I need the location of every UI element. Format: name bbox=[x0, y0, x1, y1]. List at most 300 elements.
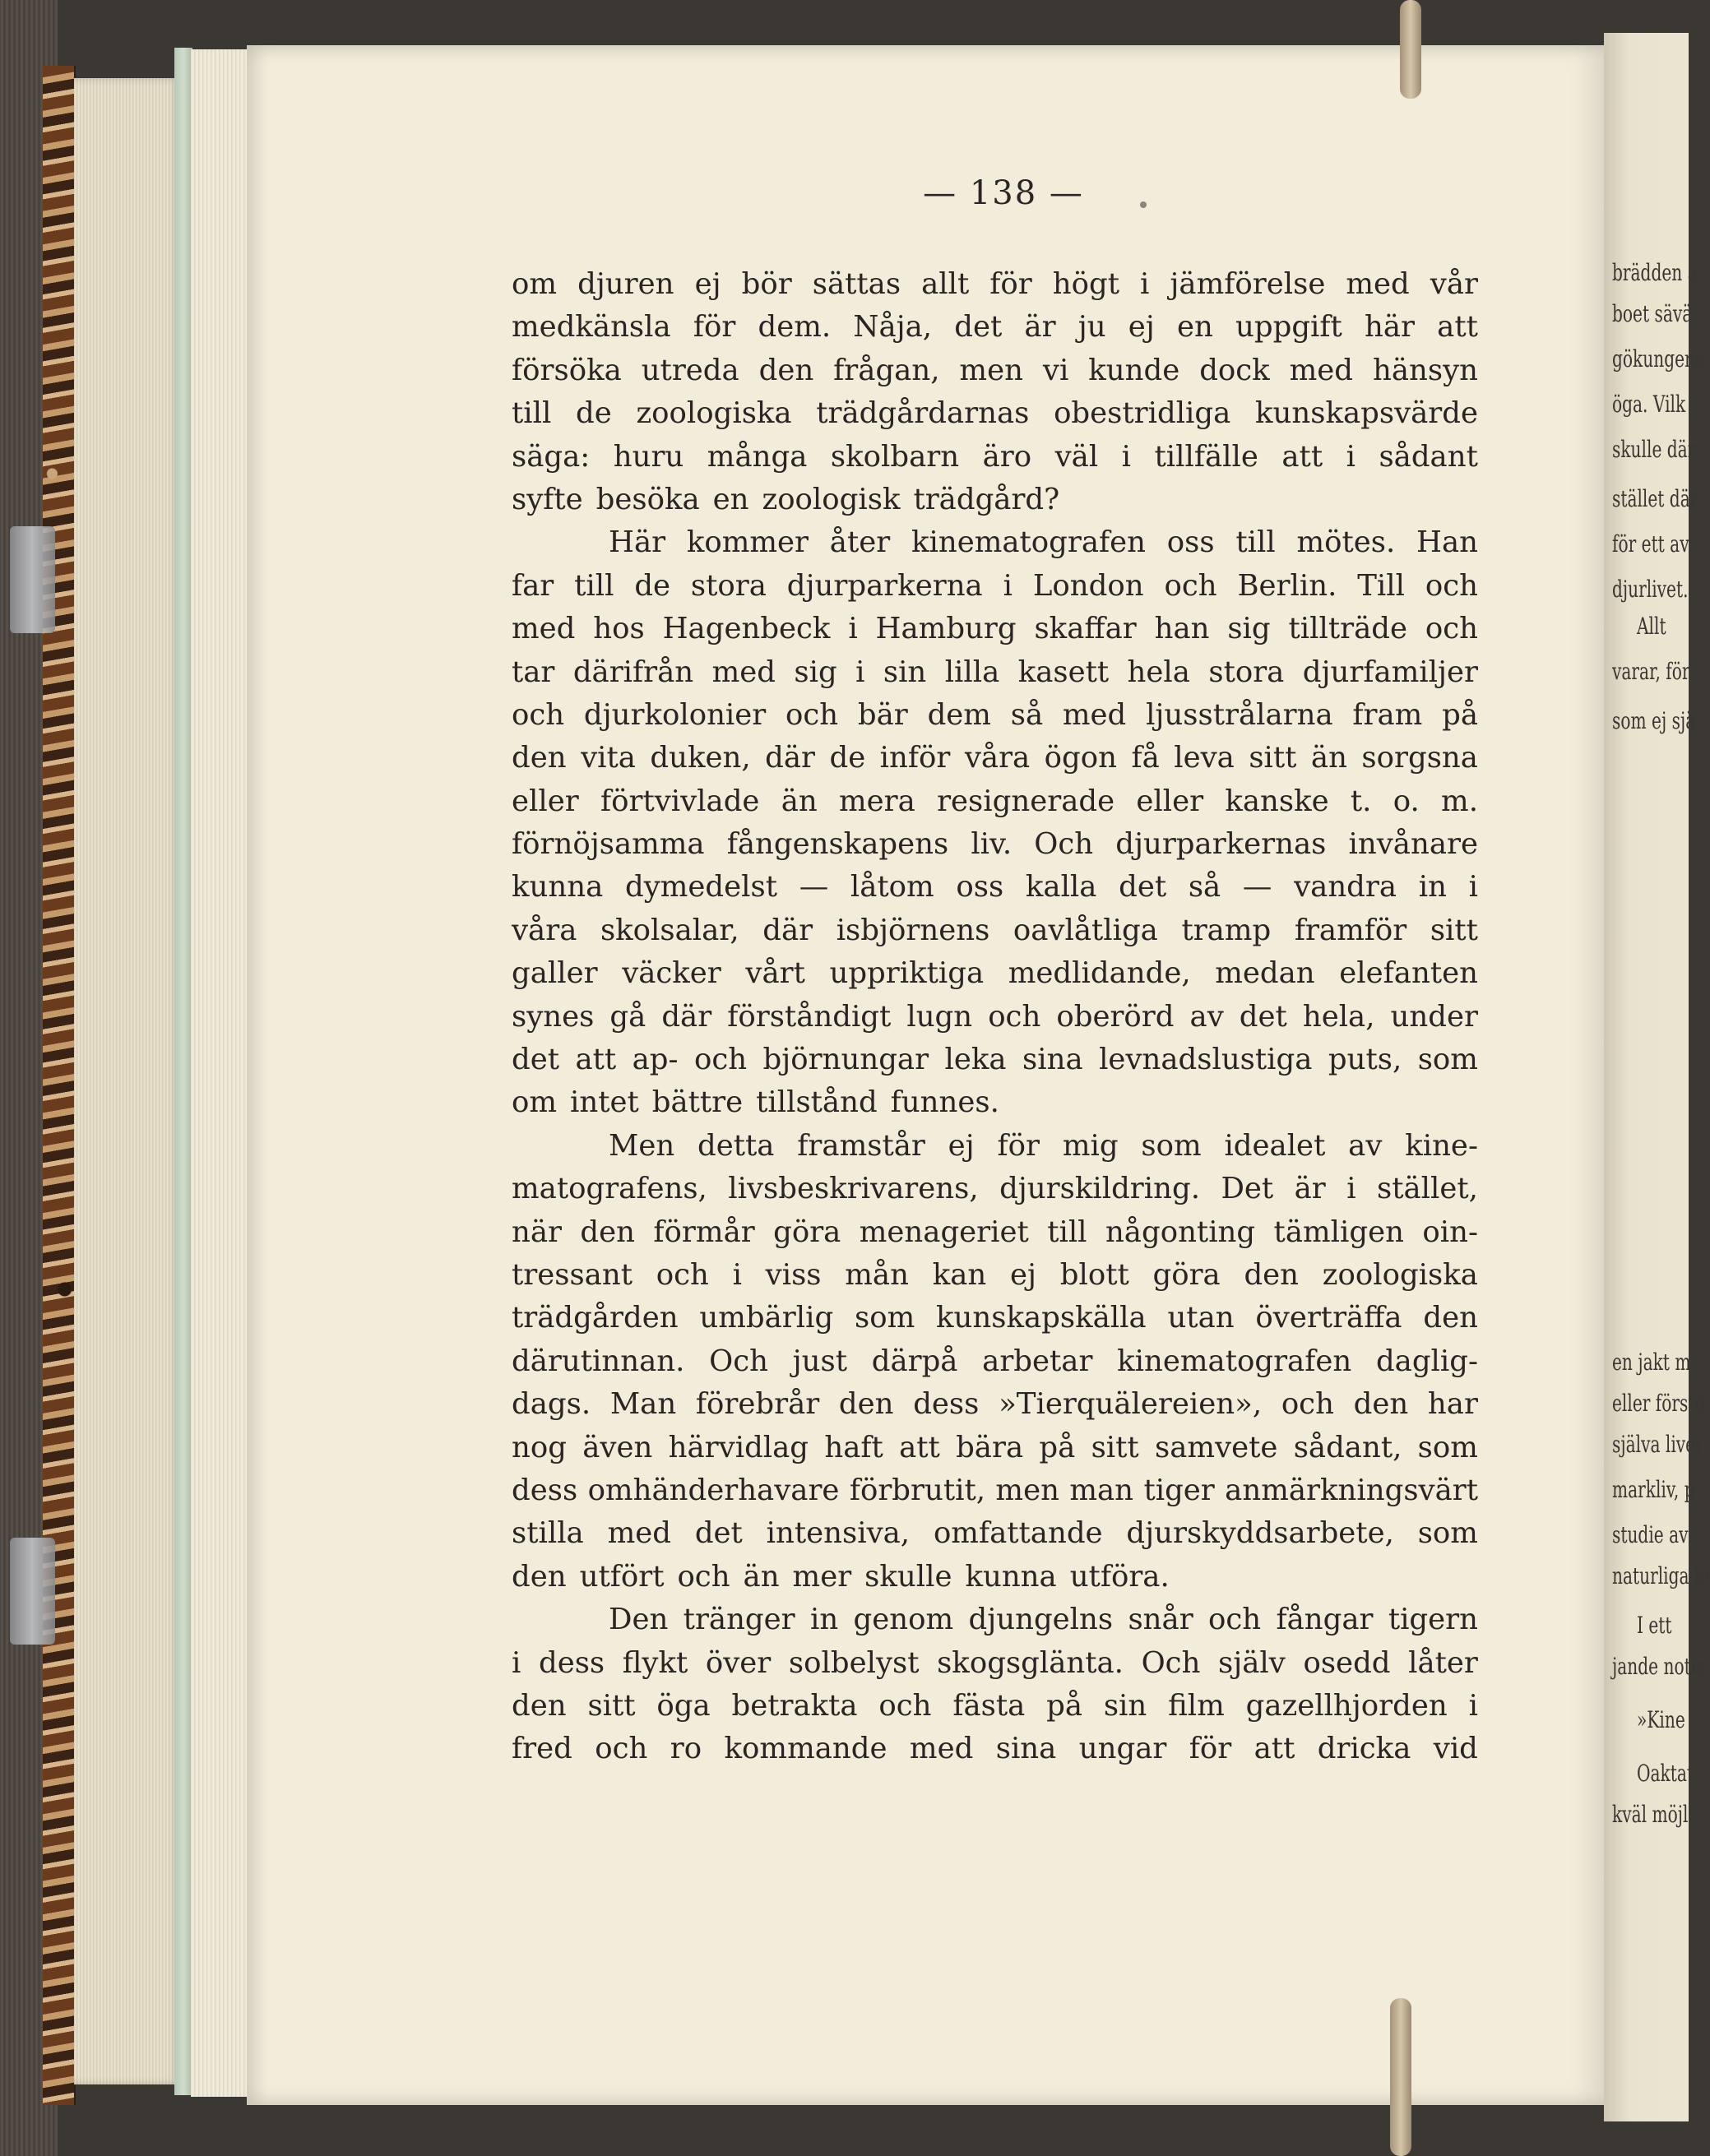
word: och bbox=[1164, 568, 1217, 603]
word: trädgårdarnas bbox=[816, 396, 1030, 431]
word: i bbox=[1121, 439, 1132, 474]
word: medan bbox=[1215, 956, 1315, 991]
word: in bbox=[1418, 870, 1447, 905]
word: än bbox=[1310, 741, 1347, 775]
word: dem. bbox=[758, 310, 832, 345]
text-line bbox=[512, 565, 1478, 608]
word: det bbox=[1119, 870, 1167, 905]
word: Den bbox=[609, 1603, 669, 1637]
word: synes bbox=[512, 999, 595, 1034]
word: tränger bbox=[683, 1603, 795, 1637]
word: snår bbox=[1128, 1603, 1193, 1637]
word: Han bbox=[1416, 525, 1478, 560]
word: funnes. bbox=[890, 1085, 999, 1120]
word: syfte bbox=[512, 482, 583, 516]
word: dess bbox=[913, 1387, 980, 1422]
word: Men bbox=[609, 1128, 675, 1163]
word: hos bbox=[593, 612, 645, 646]
word: öga bbox=[656, 1688, 711, 1723]
word: — bbox=[1242, 870, 1272, 905]
facing-page-fragment: studie av bbox=[1612, 1521, 1689, 1548]
facing-page-fragment: kväl möjli bbox=[1612, 1801, 1694, 1828]
text-line bbox=[512, 608, 1478, 650]
clip-tab-upper bbox=[10, 526, 55, 633]
word: ej bbox=[694, 267, 721, 301]
text-line bbox=[512, 1039, 1478, 1081]
text-line bbox=[512, 1297, 1478, 1339]
word: men bbox=[959, 353, 1023, 387]
word: kalla bbox=[1025, 870, 1097, 905]
word: uppgift bbox=[1235, 310, 1342, 345]
word: medkänsla bbox=[512, 310, 671, 345]
word: förbrutit, bbox=[849, 1473, 986, 1507]
word: den bbox=[580, 1214, 636, 1249]
word: kunna bbox=[512, 870, 604, 905]
word: trädgården bbox=[512, 1301, 679, 1335]
word: Till bbox=[1357, 568, 1405, 603]
word: göra bbox=[1152, 1257, 1221, 1292]
facing-page bbox=[1604, 33, 1710, 2121]
word: göra bbox=[773, 1214, 841, 1249]
word: med bbox=[512, 612, 576, 646]
word: och bbox=[878, 1688, 932, 1723]
word: skolbarn bbox=[830, 439, 960, 474]
word: för bbox=[693, 310, 736, 345]
word: daglig- bbox=[1375, 1344, 1478, 1378]
word: »Tierquälereien», bbox=[999, 1387, 1263, 1422]
word: gazellhjorden bbox=[1245, 1688, 1448, 1723]
text-line bbox=[512, 952, 1478, 995]
word: kunskapsvärde bbox=[1255, 396, 1478, 431]
word: förebrår bbox=[695, 1387, 820, 1422]
word: ögon bbox=[1044, 741, 1118, 775]
word: sin bbox=[883, 655, 927, 689]
word: obestridliga bbox=[1054, 396, 1231, 431]
word: som bbox=[1141, 1128, 1202, 1163]
word: få bbox=[1131, 741, 1160, 775]
word: djurkolonier bbox=[583, 697, 767, 732]
facing-page-fragment: gökungens bbox=[1612, 345, 1704, 372]
word: låtom bbox=[850, 870, 934, 905]
word: sina bbox=[995, 1732, 1057, 1766]
bookmark-ribbon-top bbox=[1400, 0, 1421, 99]
word: blott bbox=[1059, 1257, 1129, 1292]
word: sådant, bbox=[1293, 1430, 1402, 1464]
word: ljusstrålarna bbox=[1146, 697, 1333, 732]
word: trädgård? bbox=[913, 482, 1060, 516]
word: oavlåtliga bbox=[1013, 913, 1158, 947]
word: sin bbox=[1103, 1688, 1147, 1723]
text-line bbox=[512, 1125, 1478, 1168]
word: den bbox=[512, 1688, 567, 1723]
word: intet bbox=[570, 1085, 639, 1120]
word: därpå bbox=[871, 1344, 958, 1378]
text-line bbox=[512, 1211, 1478, 1254]
word: t. bbox=[1350, 784, 1372, 818]
text-line bbox=[512, 1168, 1478, 1210]
text-line bbox=[512, 1469, 1478, 1512]
word: tämligen bbox=[1273, 1214, 1404, 1249]
text-line bbox=[512, 1512, 1478, 1555]
word: djurparkernas bbox=[1115, 827, 1327, 862]
text-line bbox=[512, 521, 1478, 564]
word: i bbox=[848, 612, 858, 646]
word: att bbox=[899, 1430, 940, 1464]
word: med bbox=[711, 655, 776, 689]
word: över bbox=[705, 1645, 772, 1680]
word: anmärkningsvärt bbox=[1225, 1473, 1478, 1507]
text-line bbox=[512, 392, 1478, 435]
word: tressant bbox=[512, 1257, 633, 1292]
word: detta bbox=[697, 1128, 775, 1163]
word: de bbox=[829, 741, 866, 775]
word: av bbox=[1348, 1128, 1383, 1163]
word: uppriktiga bbox=[829, 956, 985, 991]
text-line bbox=[512, 866, 1478, 909]
facing-page-fragment: »Kine bbox=[1637, 1706, 1685, 1733]
word: för bbox=[989, 267, 1032, 301]
facing-page-fragment: själva livet bbox=[1612, 1431, 1703, 1458]
word: till bbox=[512, 396, 552, 431]
facing-page-fragment: markliv, p bbox=[1612, 1476, 1695, 1503]
word: förnöjsamma bbox=[512, 827, 705, 862]
text-line bbox=[512, 306, 1478, 349]
word: därutinnan. bbox=[512, 1344, 685, 1378]
word: i bbox=[1468, 870, 1478, 905]
word: i bbox=[1003, 568, 1013, 603]
word: zoologiska bbox=[636, 396, 792, 431]
word: solbelyst bbox=[788, 1645, 920, 1680]
word: där bbox=[762, 913, 813, 947]
word: med bbox=[1062, 697, 1127, 732]
word: kunde bbox=[1088, 353, 1180, 387]
word: som bbox=[1417, 1516, 1478, 1551]
word: utan bbox=[1167, 1301, 1235, 1335]
word: härvidlag bbox=[668, 1430, 809, 1464]
word: Och bbox=[1034, 827, 1094, 862]
word: allt bbox=[921, 267, 970, 301]
word: flykt bbox=[622, 1645, 688, 1680]
word: men bbox=[995, 1473, 1059, 1507]
word: zoologiska bbox=[1322, 1257, 1478, 1292]
word: o. bbox=[1393, 784, 1420, 818]
word: i bbox=[1346, 1172, 1356, 1206]
word: förmår bbox=[653, 1214, 755, 1249]
word: isbjörnens bbox=[836, 913, 990, 947]
word: djurskildring. bbox=[999, 1172, 1200, 1206]
word: fästa bbox=[952, 1688, 1026, 1723]
word: djurskyddsarbete, bbox=[1126, 1516, 1394, 1551]
word: ju bbox=[1077, 310, 1106, 345]
word: menageriet bbox=[859, 1214, 1029, 1249]
word: än bbox=[743, 1559, 780, 1594]
facing-page-fragment: en jakt m bbox=[1612, 1349, 1691, 1376]
word: i bbox=[732, 1257, 742, 1292]
word: och bbox=[595, 1732, 648, 1766]
word: en bbox=[1176, 310, 1213, 345]
word: har bbox=[1427, 1387, 1478, 1422]
word: eller bbox=[512, 784, 579, 818]
word: sina bbox=[1022, 1043, 1083, 1077]
word: Hamburg bbox=[875, 612, 1017, 646]
word: stora bbox=[1208, 655, 1285, 689]
word: mötes. bbox=[1296, 525, 1396, 560]
word: haft bbox=[824, 1430, 883, 1464]
page-block-edge bbox=[74, 78, 181, 2084]
word: i bbox=[1468, 1688, 1478, 1723]
word: vårt bbox=[745, 956, 805, 991]
word: medlidande, bbox=[1008, 956, 1191, 991]
text-line bbox=[512, 651, 1478, 694]
word: dags. bbox=[512, 1387, 591, 1422]
marbled-page-edge bbox=[43, 66, 76, 2105]
body-text bbox=[512, 263, 1478, 1771]
word: att bbox=[1281, 439, 1323, 474]
word: leka bbox=[944, 1043, 1007, 1077]
word: den bbox=[512, 1559, 567, 1594]
word: och bbox=[1425, 568, 1478, 603]
word: Man bbox=[609, 1387, 677, 1422]
word: under bbox=[1390, 999, 1478, 1034]
word: Här bbox=[609, 525, 666, 560]
word: och bbox=[1425, 612, 1478, 646]
text-line bbox=[512, 1081, 1478, 1124]
word: osedd bbox=[1303, 1645, 1391, 1680]
text-line bbox=[512, 1427, 1478, 1469]
word: han bbox=[1154, 612, 1210, 646]
word: den bbox=[1353, 1387, 1409, 1422]
word: att bbox=[575, 1043, 617, 1077]
word: tramp bbox=[1181, 913, 1272, 947]
word: gå bbox=[609, 999, 646, 1034]
word: är bbox=[1294, 1172, 1326, 1206]
word: dess bbox=[512, 1473, 578, 1507]
word: kommande bbox=[724, 1732, 887, 1766]
word: nog bbox=[512, 1430, 567, 1464]
word: som bbox=[1417, 1043, 1478, 1077]
word: framför bbox=[1294, 913, 1407, 947]
word: i bbox=[1140, 267, 1150, 301]
word: om bbox=[512, 267, 558, 301]
word: kan bbox=[932, 1257, 987, 1292]
word: sig bbox=[794, 655, 837, 689]
text-line bbox=[512, 1642, 1478, 1685]
word: till bbox=[1047, 1214, 1087, 1249]
word: oin- bbox=[1422, 1214, 1478, 1249]
word: tillfälle bbox=[1154, 439, 1258, 474]
word: zoologisk bbox=[762, 482, 901, 516]
word: far bbox=[512, 568, 554, 603]
text-line bbox=[512, 1340, 1478, 1383]
word: skulle bbox=[864, 1559, 952, 1594]
word: inför bbox=[879, 741, 951, 775]
facing-page-fragment: djurlivet. bbox=[1612, 576, 1689, 603]
word: Berlin. bbox=[1237, 568, 1337, 603]
ink-speck bbox=[1140, 201, 1147, 208]
word: ej bbox=[1009, 1257, 1037, 1292]
word: fred bbox=[512, 1732, 572, 1766]
word: stora bbox=[690, 568, 767, 603]
word: på bbox=[1442, 697, 1478, 732]
word: tigern bbox=[1388, 1603, 1478, 1637]
text-line bbox=[512, 1685, 1478, 1728]
word: ro bbox=[670, 1732, 702, 1766]
word: som bbox=[854, 1301, 915, 1335]
word: kinematografen bbox=[911, 525, 1147, 560]
word: idealet bbox=[1224, 1128, 1326, 1163]
word: Hagenbeck bbox=[662, 612, 831, 646]
word: dem bbox=[927, 697, 991, 732]
word: våra bbox=[964, 741, 1031, 775]
word: för bbox=[1189, 1732, 1232, 1766]
word: sorgsna bbox=[1361, 741, 1478, 775]
word: invånare bbox=[1348, 827, 1478, 862]
word: för bbox=[997, 1128, 1040, 1163]
word: de bbox=[576, 396, 612, 431]
facing-page-fragment: brädden a bbox=[1612, 259, 1698, 286]
word: många bbox=[707, 439, 808, 474]
word: förståndigt bbox=[727, 999, 892, 1034]
word: ap- bbox=[632, 1043, 679, 1077]
word: äro bbox=[982, 439, 1032, 474]
word: oberörd bbox=[1056, 999, 1175, 1034]
word: våra bbox=[512, 913, 577, 947]
word: arbetar bbox=[982, 1344, 1093, 1378]
word: det bbox=[694, 1516, 743, 1551]
word: med bbox=[1289, 353, 1354, 387]
word: bära bbox=[956, 1430, 1024, 1464]
word: förtvivlade bbox=[600, 784, 760, 818]
word: hänsyn bbox=[1372, 353, 1478, 387]
word: till bbox=[1235, 525, 1276, 560]
word: framstår bbox=[797, 1128, 925, 1163]
word: djungelns bbox=[968, 1603, 1114, 1637]
word: lugn bbox=[906, 999, 973, 1034]
word: intensiva, bbox=[766, 1516, 911, 1551]
word: sitt bbox=[1091, 1430, 1139, 1464]
word: kunna bbox=[965, 1559, 1057, 1594]
word: betrakta bbox=[731, 1688, 858, 1723]
word: utföra. bbox=[1069, 1559, 1170, 1594]
word: mig bbox=[1062, 1128, 1119, 1163]
word: även bbox=[582, 1430, 653, 1464]
word: kanske bbox=[1225, 784, 1329, 818]
text-line bbox=[512, 1556, 1478, 1598]
word: ej bbox=[1128, 310, 1155, 345]
word: med bbox=[1346, 267, 1410, 301]
word: här bbox=[1364, 310, 1415, 345]
word: det bbox=[512, 1043, 559, 1077]
facing-page-fragment: jande notis: bbox=[1612, 1653, 1710, 1680]
word: sig bbox=[1227, 612, 1271, 646]
word: den bbox=[838, 1387, 894, 1422]
text-line bbox=[512, 909, 1478, 952]
word: dock bbox=[1199, 353, 1270, 387]
word: fram bbox=[1352, 697, 1423, 732]
word: elefanten bbox=[1339, 956, 1478, 991]
word: dymedelst bbox=[624, 870, 777, 905]
word: vandra bbox=[1294, 870, 1397, 905]
word: den bbox=[758, 353, 814, 387]
word: Nåja, bbox=[853, 310, 933, 345]
word: Och bbox=[1141, 1645, 1201, 1680]
bookmark-ribbon-bottom bbox=[1390, 1998, 1411, 2156]
word: oss bbox=[956, 870, 1004, 905]
word: m. bbox=[1441, 784, 1478, 818]
word: skaffar bbox=[1034, 612, 1137, 646]
word: och bbox=[656, 1257, 709, 1292]
word: att bbox=[1254, 1732, 1295, 1766]
facing-page-fragment: för ett av bbox=[1612, 530, 1689, 558]
word: bättre bbox=[651, 1085, 744, 1120]
text-line bbox=[512, 263, 1478, 306]
word: sättas bbox=[812, 267, 901, 301]
word: just bbox=[792, 1344, 848, 1378]
word: och bbox=[988, 999, 1041, 1034]
word: där bbox=[661, 999, 712, 1034]
word: puts, bbox=[1328, 1043, 1402, 1077]
word: så bbox=[1188, 870, 1221, 905]
word: som bbox=[1417, 1430, 1478, 1464]
word: på bbox=[1046, 1688, 1082, 1723]
word: försöka bbox=[512, 353, 622, 387]
word: dess bbox=[538, 1645, 605, 1680]
word: skogsglänta. bbox=[937, 1645, 1124, 1680]
word: där bbox=[765, 741, 815, 775]
word: vid bbox=[1433, 1732, 1478, 1766]
text-line bbox=[512, 436, 1478, 479]
word: matografens, bbox=[512, 1172, 707, 1206]
word: än bbox=[781, 784, 818, 818]
word: högt bbox=[1052, 267, 1119, 301]
text-line bbox=[512, 823, 1478, 866]
facing-page-fragment: stället där bbox=[1612, 485, 1698, 512]
word: sitt bbox=[587, 1688, 636, 1723]
word: omfattande bbox=[933, 1516, 1103, 1551]
word: björnungar bbox=[762, 1043, 929, 1077]
word: därifrån bbox=[572, 655, 694, 689]
word: hela, bbox=[1302, 999, 1375, 1034]
word: Det bbox=[1221, 1172, 1274, 1206]
word: i bbox=[1346, 439, 1355, 474]
clip-tab-lower bbox=[10, 1538, 55, 1645]
word: själv bbox=[1218, 1645, 1286, 1680]
word: utfört bbox=[579, 1559, 665, 1594]
word: London bbox=[1032, 568, 1144, 603]
word: och bbox=[1281, 1387, 1334, 1422]
word: mån bbox=[845, 1257, 909, 1292]
facing-page-fragment: eller förstö bbox=[1612, 1390, 1705, 1417]
facing-page-fragment: varar, för bbox=[1612, 658, 1690, 685]
word: med bbox=[607, 1516, 671, 1551]
word: fångar bbox=[1276, 1603, 1374, 1637]
text-line bbox=[512, 479, 1478, 521]
word: — bbox=[799, 870, 829, 905]
word: om bbox=[512, 1085, 558, 1120]
word: resignerade bbox=[937, 784, 1115, 818]
word: åter bbox=[829, 525, 891, 560]
word: genom bbox=[853, 1603, 954, 1637]
word: de bbox=[634, 568, 671, 603]
word: ungar bbox=[1078, 1732, 1167, 1766]
word: kommer bbox=[686, 525, 809, 560]
word: djurfamiljer bbox=[1302, 655, 1478, 689]
word: samvete bbox=[1155, 1430, 1278, 1464]
word: stället, bbox=[1377, 1172, 1478, 1206]
word: omhänderhavare bbox=[587, 1473, 840, 1507]
word: fångenskapens bbox=[726, 827, 949, 862]
facing-page-fragment: Oaktat bbox=[1637, 1760, 1694, 1787]
